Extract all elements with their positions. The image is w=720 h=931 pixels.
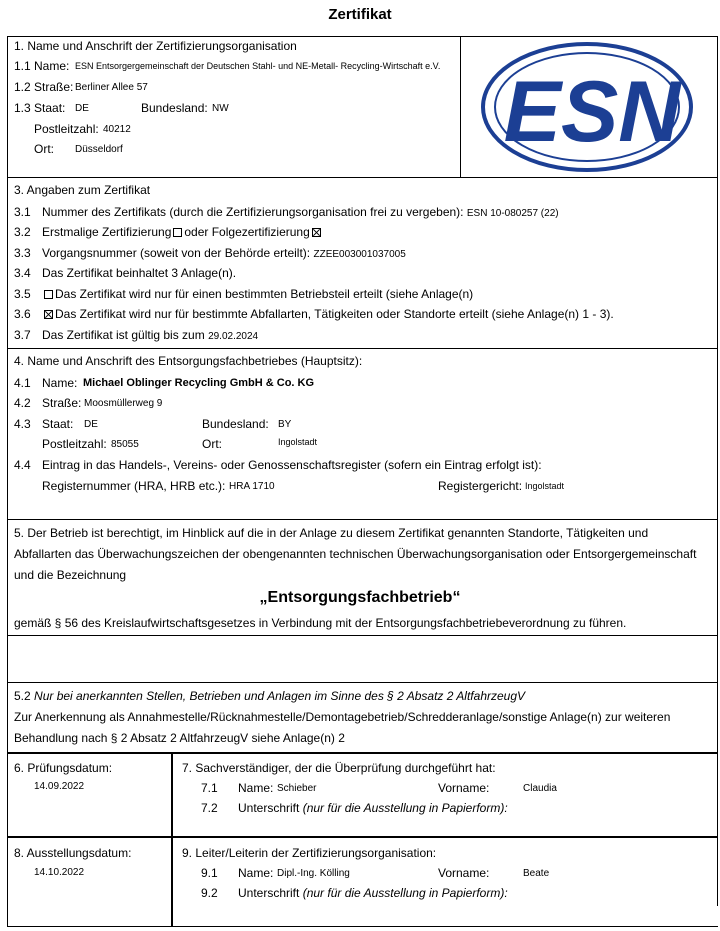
sec1-divider bbox=[460, 36, 461, 178]
r91-num: 9.1 bbox=[201, 866, 218, 880]
org-ort-value: Düsseldorf bbox=[75, 144, 123, 155]
expert-firstname: Claudia bbox=[523, 783, 557, 794]
rule-sec6 bbox=[7, 752, 718, 754]
company-plz-label: Postleitzahl: bbox=[42, 437, 107, 451]
r31-text bbox=[42, 205, 559, 219]
r72-num: 7.2 bbox=[201, 801, 218, 815]
org-land-value: NW bbox=[212, 103, 229, 114]
org-state-value: DE bbox=[75, 103, 89, 114]
company-name-label: Name: bbox=[42, 376, 78, 390]
border-bottom bbox=[7, 926, 718, 927]
org-street-value: Berliner Allee 57 bbox=[75, 82, 148, 93]
sec52-heading bbox=[14, 689, 525, 703]
sec7-heading: 7. Sachverständiger, der die Überprüfung durchgeführt hat: bbox=[182, 761, 496, 775]
expert-signature-note: (nur für die Ausstellung in Papierform): bbox=[302, 801, 508, 815]
rule-sec8 bbox=[7, 836, 718, 838]
expert-signature-label bbox=[238, 801, 508, 815]
rule-sec3 bbox=[7, 177, 718, 178]
first-cert-label: Erstmalige Zertifizierung bbox=[42, 225, 172, 239]
r35-num: 3.5 bbox=[14, 287, 31, 301]
company-land-label: Bundesland: bbox=[202, 417, 269, 431]
designation-title: „Entsorgungsfachbetrieb“ bbox=[259, 589, 461, 606]
esn-logo-graphic bbox=[480, 38, 695, 176]
expert-name-label: Name: bbox=[238, 781, 274, 795]
inspection-date-label: 6. Prüfungsdatum: bbox=[14, 761, 113, 775]
org-ort-label: Ort: bbox=[34, 142, 54, 156]
rule-empty bbox=[7, 635, 718, 636]
sec5-line-4: gemäß § 56 des Kreislaufwirtschaftsgesetzes in Verbindung mit der Entsorgungsfachbetriebeverordnung zu führen. bbox=[14, 616, 627, 630]
company-ort: Ingolstadt bbox=[278, 437, 318, 447]
register-court: Ingolstadt bbox=[525, 481, 565, 491]
sec5-line-2: Abfallarten das Überwachungszeichen der obengenannten technischen Überwachungsorganisation oder Entsorgergemeinschaft bbox=[14, 547, 697, 561]
sec1-heading: 1. Name und Anschrift der Zertifizierungsorganisation bbox=[14, 39, 297, 53]
follow-cert-label: oder Folgezertifizierung bbox=[184, 225, 310, 239]
sec9-heading: 9. Leiter/Leiterin der Zertifizierungsorganisation: bbox=[182, 846, 437, 860]
r44-num: 4.4 bbox=[14, 458, 31, 472]
sec52-num: 5.2 bbox=[14, 689, 31, 703]
leader-firstname-label: Vorname: bbox=[438, 866, 490, 880]
leader-signature-label bbox=[238, 886, 508, 900]
org-plz-label: Postleitzahl: bbox=[34, 122, 99, 136]
company-state-label: Staat: bbox=[42, 417, 74, 431]
sec52-title: Nur bei anerkannten Stellen, Betrieben und Anlagen im Sinne des § 2 Absatz 2 AltfahrzeugV bbox=[34, 689, 526, 703]
r33-text bbox=[42, 246, 406, 260]
r34-num: 3.4 bbox=[14, 266, 31, 280]
r33-num: 3.3 bbox=[14, 246, 31, 260]
org-name-label: 1.1 Name: bbox=[14, 59, 70, 73]
org-state-label: 1.3 Staat: bbox=[14, 101, 66, 115]
r71-num: 7.1 bbox=[201, 781, 218, 795]
r36-text bbox=[42, 307, 614, 321]
register-entry-text: Eintrag in das Handels-, Vereins- oder Genossenschaftsregister (sofern ein Eintrag erfolgt ist): bbox=[42, 458, 542, 472]
r34-text: Das Zertifikat beinhaltet 3 Anlage(n). bbox=[42, 266, 237, 280]
sec52-line-2: Behandlung nach § 2 Absatz 2 AltfahrzeugV siehe Anlage(n) 2 bbox=[14, 731, 345, 745]
sec5-line-3: und die Bezeichnung bbox=[14, 568, 127, 582]
r41-num: 4.1 bbox=[14, 376, 31, 390]
sec5-line-1: 5. Der Betrieb ist berechtigt, im Hinblick auf die in der Anlage zu diesem Zertifikat genannten Standorte, Tätigkeiten und bbox=[14, 526, 649, 540]
company-plz: 85055 bbox=[111, 439, 139, 450]
logo-text: ESN bbox=[503, 64, 681, 160]
issue-date: 14.10.2022 bbox=[34, 867, 85, 878]
first-cert-checkbox bbox=[173, 228, 182, 237]
company-land: BY bbox=[278, 419, 292, 430]
border-left bbox=[7, 36, 8, 927]
rule-sec52 bbox=[7, 682, 718, 683]
r37-num: 3.7 bbox=[14, 328, 31, 342]
register-number: HRA 1710 bbox=[229, 481, 275, 492]
rule-sec4 bbox=[7, 348, 718, 349]
follow-cert-checkbox bbox=[312, 228, 321, 237]
inspection-date: 14.09.2022 bbox=[34, 781, 85, 792]
r32-num: 3.2 bbox=[14, 225, 31, 239]
business-part-label: Das Zertifikat wird nur für einen bestimmten Betriebsteil erteilt (siehe Anlage(n) bbox=[55, 287, 474, 301]
rule-sec5 bbox=[7, 519, 718, 520]
r43-num: 4.3 bbox=[14, 417, 31, 431]
valid-until-date: 29.02.2024 bbox=[208, 331, 259, 342]
company-state: DE bbox=[84, 419, 98, 430]
org-land-label: Bundesland: bbox=[141, 101, 208, 115]
certificate-number: ESN 10-080257 (22) bbox=[466, 208, 559, 219]
register-number-label: Registernummer (HRA, HRB etc.): bbox=[42, 479, 226, 493]
process-number: ZZEE003001037005 bbox=[313, 249, 406, 260]
r35-text bbox=[42, 287, 473, 301]
issue-date-label: 8. Ausstellungsdatum: bbox=[14, 846, 132, 860]
expert-signature-word: Unterschrift bbox=[238, 801, 300, 815]
sign-divider bbox=[171, 752, 173, 927]
r33-label: Vorgangsnummer (soweit von der Behörde erteilt): bbox=[42, 246, 311, 260]
r42-num: 4.2 bbox=[14, 396, 31, 410]
org-name-value: ESN Entsorgergemeinschaft der Deutschen Stahl- und NE-Metall- Recycling-Wirtschaft e.V. bbox=[75, 61, 441, 71]
r36-num: 3.6 bbox=[14, 307, 31, 321]
leader-name: Dipl.-Ing. Kölling bbox=[277, 868, 350, 879]
company-street: Moosmüllerweg 9 bbox=[84, 398, 163, 409]
r31-label: Nummer des Zertifikats (durch die Zertifizierungsorganisation frei zu vergeben): bbox=[42, 205, 464, 219]
company-name: Michael Oblinger Recycling GmbH & Co. KG bbox=[83, 377, 315, 389]
r32-text bbox=[42, 225, 323, 239]
org-plz-value: 40212 bbox=[103, 124, 131, 135]
sec52-line-1: Zur Anerkennung als Annahmestelle/Rücknahmestelle/Demontagebetrieb/Schredderanlage/sonstige Anlage(n) zur weiteren bbox=[14, 710, 671, 724]
r37-text bbox=[42, 328, 258, 342]
valid-until-label: Das Zertifikat ist gültig bis zum bbox=[42, 328, 205, 342]
sec3-heading: 3. Angaben zum Zertifikat bbox=[14, 183, 151, 197]
expert-firstname-label: Vorname: bbox=[438, 781, 490, 795]
company-ort-label: Ort: bbox=[202, 437, 222, 451]
register-court-label: Registergericht: bbox=[438, 479, 523, 493]
company-street-label: Straße: bbox=[42, 396, 82, 410]
expert-name: Schieber bbox=[277, 783, 317, 794]
leader-signature-word: Unterschrift bbox=[238, 886, 300, 900]
leader-name-label: Name: bbox=[238, 866, 274, 880]
org-street-label: 1.2 Straße: bbox=[14, 80, 74, 94]
document-title: Zertifikat bbox=[328, 6, 392, 23]
waste-types-checkbox bbox=[44, 310, 53, 319]
esn-logo bbox=[480, 38, 695, 176]
border-right bbox=[717, 36, 718, 906]
leader-firstname: Beate bbox=[523, 868, 550, 879]
leader-signature-note: (nur für die Ausstellung in Papierform): bbox=[302, 886, 508, 900]
r92-num: 9.2 bbox=[201, 886, 218, 900]
border-top bbox=[7, 36, 718, 37]
waste-types-label: Das Zertifikat wird nur für bestimmte Abfallarten, Tätigkeiten oder Standorte erteilt (siehe Anlage(n) 1 - 3). bbox=[55, 307, 614, 321]
sec4-heading: 4. Name und Anschrift des Entsorgungsfachbetriebes (Hauptsitz): bbox=[14, 354, 363, 368]
r31-num: 3.1 bbox=[14, 205, 31, 219]
business-part-checkbox bbox=[44, 290, 53, 299]
